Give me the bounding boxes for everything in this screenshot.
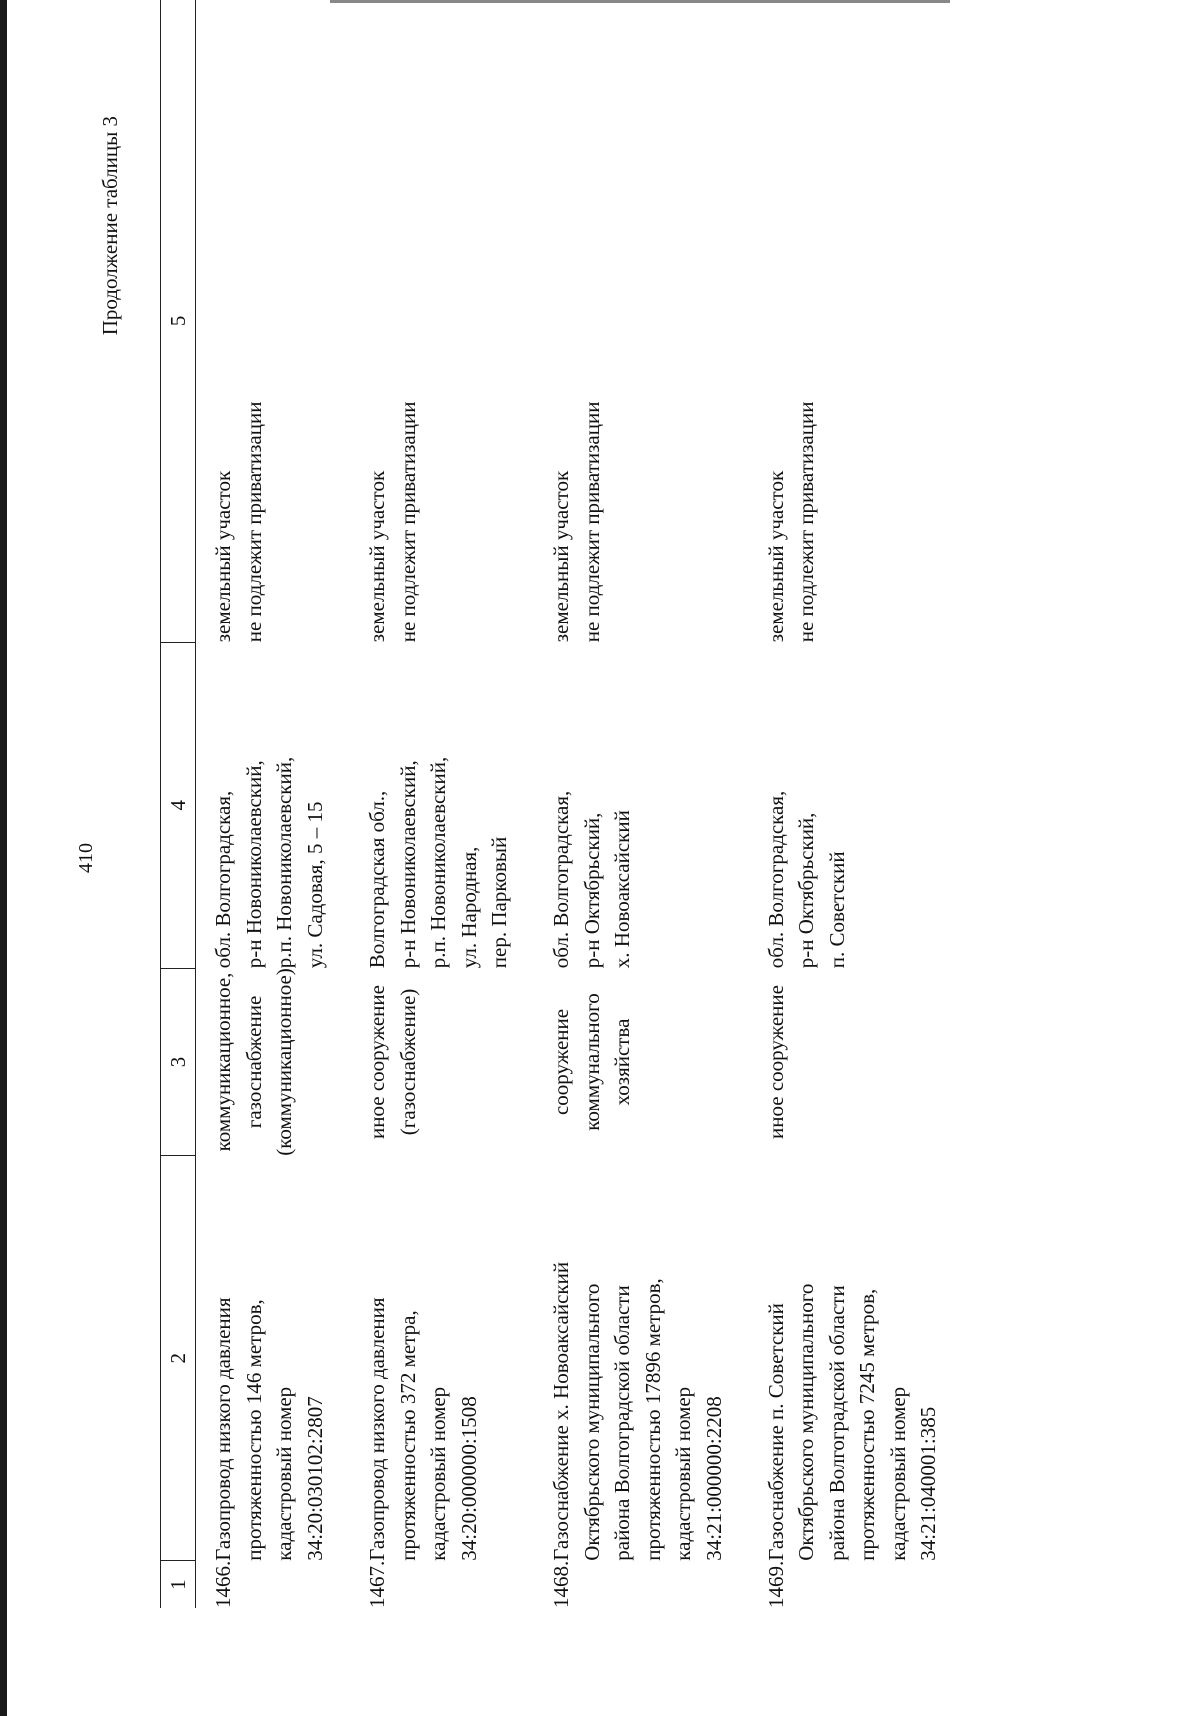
address-line: пер. Парковый <box>486 836 511 969</box>
object-name-line: кадастровый номер <box>272 1386 297 1561</box>
address-line: Волгоградская обл., <box>365 790 390 969</box>
note-line: не подлежит приватизации <box>794 401 819 643</box>
note-line: не подлежит приватизации <box>395 401 420 643</box>
header-cell-2: 2 <box>161 1156 196 1561</box>
address-line: ул. Садовая, 5 – 15 <box>302 801 327 969</box>
object-type-line: коммунального <box>579 993 604 1131</box>
page-number: 410 <box>75 843 97 873</box>
header-cell-4: 4 <box>161 642 196 968</box>
object-name-line: кадастровый номер <box>426 1386 451 1561</box>
note-cell <box>196 0 350 642</box>
address-line: п. Советский <box>824 851 849 969</box>
address-line: обл. Волгоградская, <box>764 790 788 969</box>
address-line: р.п. Новониколаевский, <box>272 756 297 969</box>
object-name-line: района Волгоградской области <box>824 1285 849 1561</box>
object-name-line: протяженностью 7245 метров, <box>855 1288 880 1561</box>
address-line: р-н Октябрьский, <box>794 812 819 969</box>
address-line: обл. Волгоградская, <box>211 790 236 969</box>
address-line: обл. Волгоградская, <box>549 790 574 969</box>
header-cell-5: 5 <box>161 0 196 642</box>
object-name-line: протяженностью 17896 метров, <box>640 1278 665 1561</box>
table-row <box>196 0 350 1608</box>
address-line: ул. Народная, <box>456 846 481 969</box>
header-cell-1: 1 <box>161 1561 196 1608</box>
object-name-line: протяженностью 146 метров, <box>241 1299 266 1561</box>
object-name-line: Газоснабжение х. Новоаксайский <box>549 1261 574 1561</box>
object-name-line: 34:21:040001:385 <box>916 1406 941 1561</box>
row-number: 1468. <box>549 1560 574 1608</box>
address-line: р-н Новониколаевский, <box>395 760 420 969</box>
table-row <box>350 0 534 1608</box>
table-caption: Продолжение таблицы 3 <box>98 116 122 336</box>
table-row <box>749 0 964 1608</box>
object-name-line: Октябрьского муниципального <box>579 1283 604 1561</box>
object-type-cell <box>196 968 350 1156</box>
object-name-line: 34:21:000000:2208 <box>701 1396 726 1561</box>
object-name-line: Газопровод низкого давления <box>211 1297 236 1561</box>
note-line: земельный участок <box>211 470 236 643</box>
object-type-cell <box>350 968 534 1156</box>
object-name-line: 34:20:030102:2807 <box>302 1396 327 1561</box>
note-line: земельный участок <box>764 470 788 643</box>
address-cell <box>534 642 749 968</box>
object-name-cell <box>749 1156 964 1561</box>
row-number: 1466. <box>211 1560 236 1608</box>
address-cell <box>196 642 350 968</box>
object-name-line: 34:20:000000:1508 <box>456 1396 481 1561</box>
note-cell <box>534 0 749 642</box>
note-line: не подлежит приватизации <box>241 401 266 643</box>
object-name-cell <box>534 1156 749 1561</box>
object-type-line: хозяйства <box>610 1018 635 1106</box>
object-name-line: района Волгоградской области <box>610 1285 635 1561</box>
property-table <box>160 0 964 1608</box>
note-line: не подлежит приватизации <box>579 401 604 643</box>
object-type-line: коммуникационное, <box>211 972 236 1152</box>
note-cell <box>749 0 964 642</box>
address-line: р-н Новониколаевский, <box>241 760 266 969</box>
note-line: земельный участок <box>549 470 574 643</box>
note-cell <box>350 0 534 642</box>
row-number: 1467. <box>365 1560 390 1608</box>
object-name-line: кадастровый номер <box>885 1386 910 1561</box>
object-type-cell <box>534 968 749 1156</box>
object-name-line: кадастровый номер <box>671 1386 696 1561</box>
table-row <box>534 0 749 1608</box>
object-name-line: Газопровод низкого давления <box>365 1297 390 1561</box>
object-type-line: сооружение <box>549 1008 574 1116</box>
object-type-line: иное сооружение <box>764 985 788 1139</box>
object-name-cell <box>196 1156 350 1561</box>
object-type-cell <box>749 968 964 1156</box>
header-row <box>161 0 196 1608</box>
address-line: х. Новоаксайский <box>610 810 635 969</box>
object-name-line: протяженностью 372 метра, <box>395 1310 420 1561</box>
object-name-cell <box>350 1156 534 1561</box>
object-name-line: Газоснабжение п. Советский <box>764 1303 788 1561</box>
address-line: р.п. Новониколаевский, <box>426 756 451 969</box>
row-number: 1469. <box>764 1560 788 1608</box>
object-type-line: (коммуникационное) <box>272 968 297 1156</box>
header-cell-3: 3 <box>161 968 196 1156</box>
object-type-line: (газоснабжение) <box>395 988 420 1136</box>
address-cell <box>749 642 964 968</box>
address-cell <box>350 642 534 968</box>
object-type-line: газоснабжение <box>241 995 266 1129</box>
address-line: р-н Октябрьский, <box>579 812 604 969</box>
note-line: земельный участок <box>365 470 390 643</box>
object-name-line: Октябрьского муниципального <box>794 1283 819 1561</box>
object-type-line: иное сооружение <box>365 985 390 1139</box>
